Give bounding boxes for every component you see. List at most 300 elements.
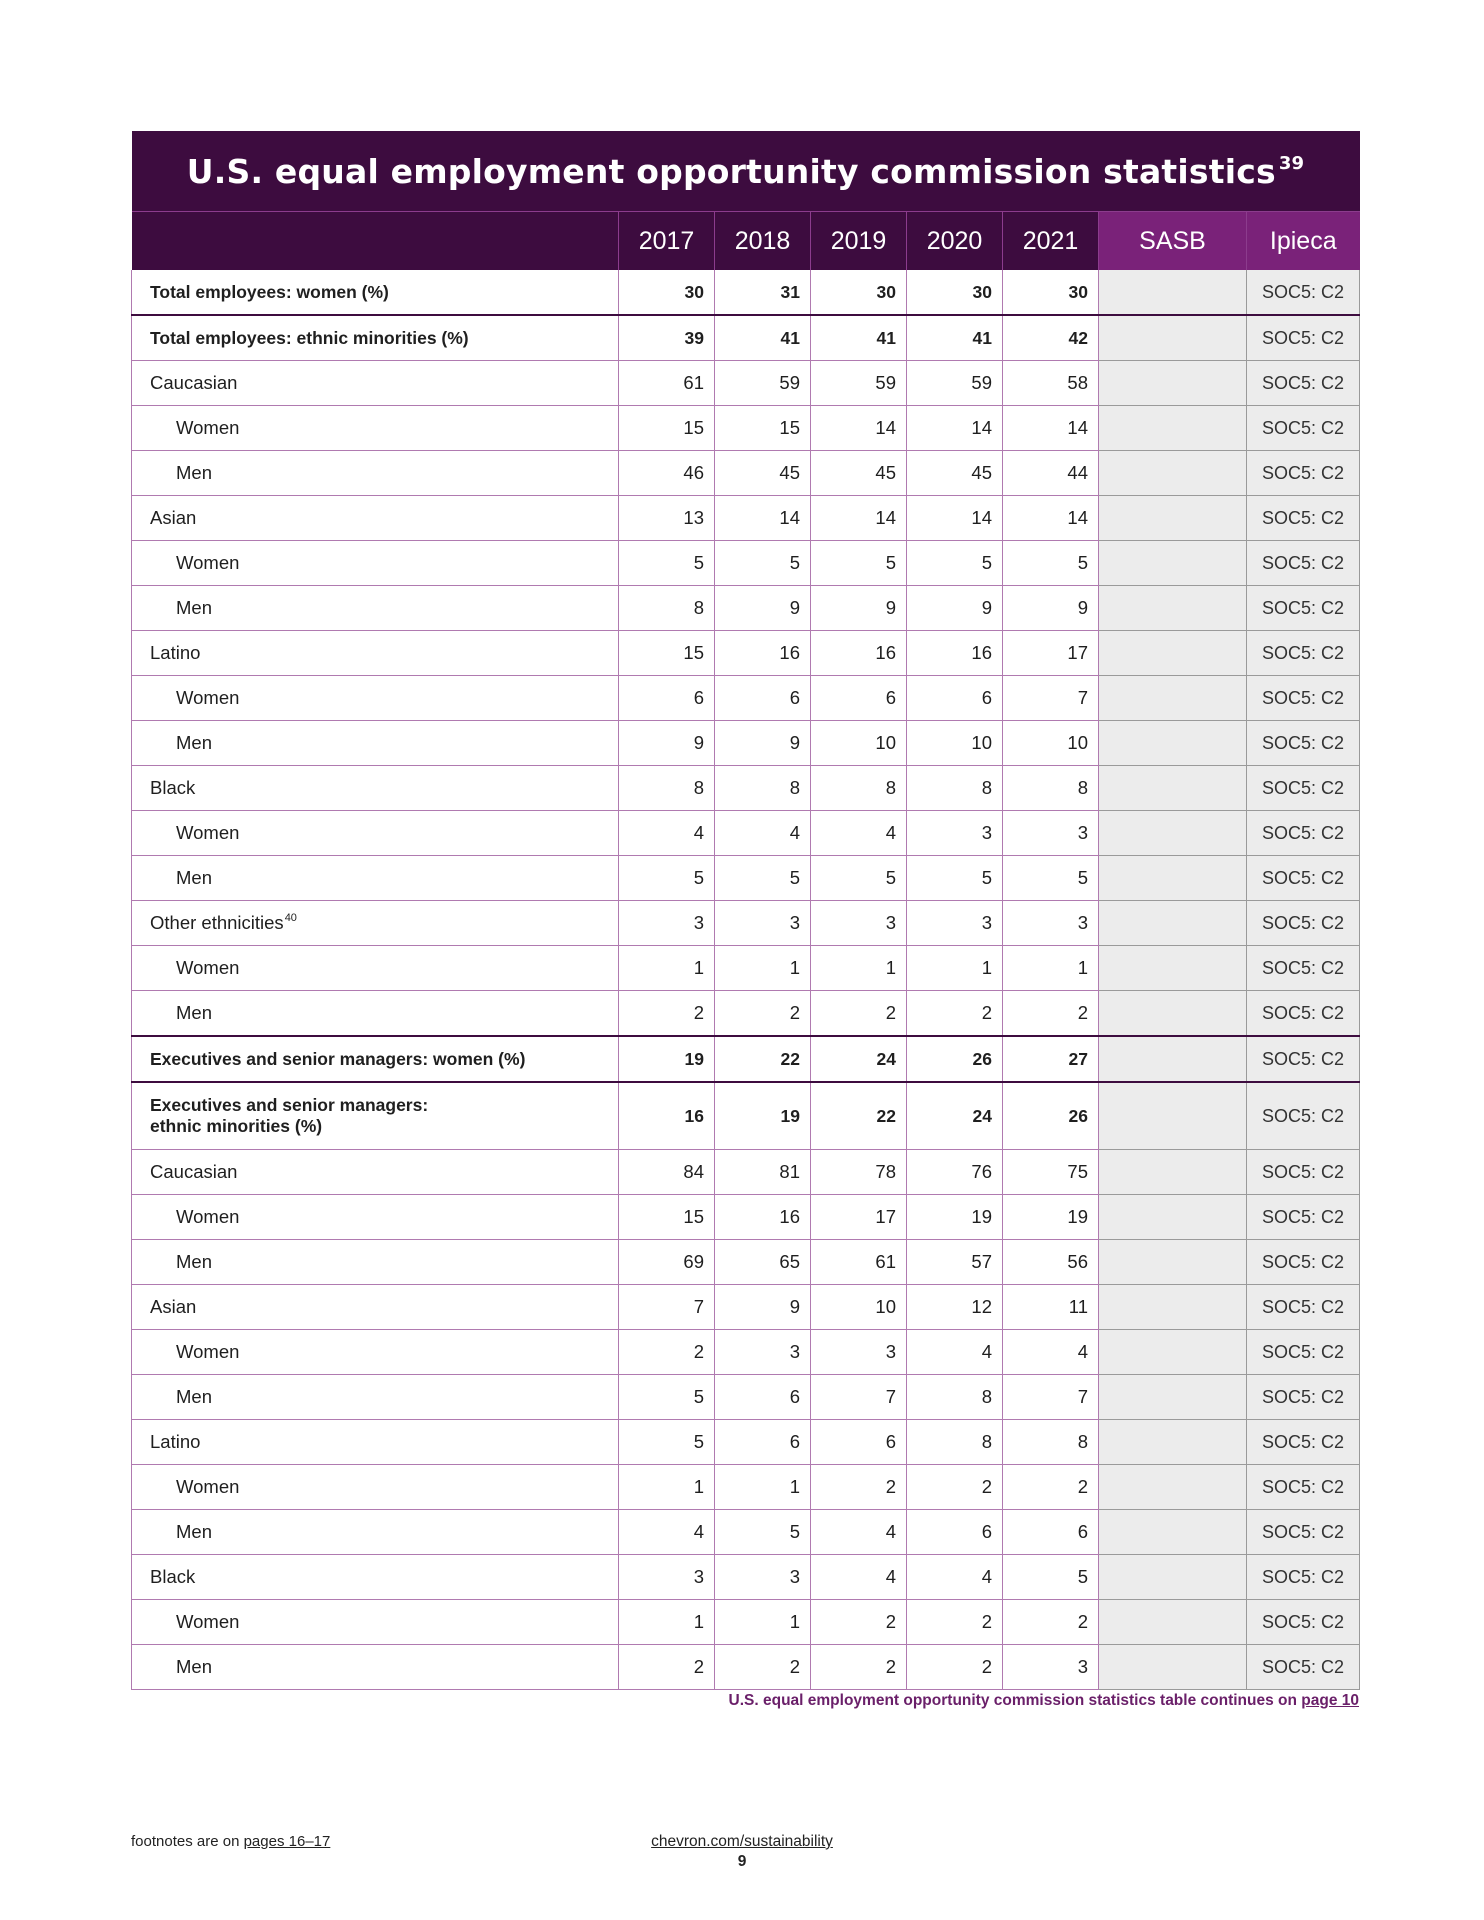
table-row (132, 1465, 1360, 1510)
continuation-page-link[interactable]: page 10 (1301, 1692, 1359, 1709)
table-row (132, 1082, 1360, 1150)
row-label (132, 496, 619, 541)
value-cell: 9 (619, 721, 715, 766)
row-label (132, 1330, 619, 1375)
table-row (132, 586, 1360, 631)
column-header-year: 2021 (1003, 212, 1099, 271)
table-row (132, 766, 1360, 811)
table-row (132, 1645, 1360, 1690)
column-header-blank (132, 212, 619, 271)
row-label-text: Caucasian (150, 1161, 238, 1182)
row-label (132, 1285, 619, 1330)
ipieca-cell: SOC5: C2 (1247, 1375, 1360, 1420)
row-label-text: Latino (150, 642, 201, 663)
value-cell: 75 (1003, 1150, 1099, 1195)
value-cell: 56 (1003, 1240, 1099, 1285)
table-row (132, 361, 1360, 406)
row-label-text: Total employees: ethnic minorities (%) (150, 327, 469, 348)
value-cell: 5 (619, 1375, 715, 1420)
row-label-text: Asian (150, 507, 197, 528)
value-cell: 41 (907, 315, 1003, 361)
value-cell: 59 (715, 361, 811, 406)
value-cell: 3 (715, 1330, 811, 1375)
value-cell: 2 (715, 1645, 811, 1690)
value-cell: 76 (907, 1150, 1003, 1195)
sasb-cell (1099, 1150, 1247, 1195)
sasb-cell (1099, 721, 1247, 766)
value-cell: 2 (1003, 1465, 1099, 1510)
row-label (132, 315, 619, 361)
value-cell: 7 (619, 1285, 715, 1330)
value-cell: 8 (715, 766, 811, 811)
sasb-cell (1099, 361, 1247, 406)
value-cell: 4 (619, 811, 715, 856)
value-cell: 57 (907, 1240, 1003, 1285)
row-label (132, 1600, 619, 1645)
sasb-cell (1099, 1082, 1247, 1150)
value-cell: 2 (811, 1645, 907, 1690)
value-cell: 2 (907, 1465, 1003, 1510)
value-cell: 81 (715, 1150, 811, 1195)
value-cell: 59 (907, 361, 1003, 406)
sasb-cell (1099, 1645, 1247, 1690)
value-cell: 2 (907, 1600, 1003, 1645)
sasb-cell (1099, 1240, 1247, 1285)
value-cell: 3 (619, 1555, 715, 1600)
value-cell: 14 (1003, 406, 1099, 451)
value-cell: 1 (715, 946, 811, 991)
value-cell: 9 (715, 586, 811, 631)
value-cell: 4 (811, 811, 907, 856)
value-cell: 15 (619, 631, 715, 676)
ipieca-cell: SOC5: C2 (1247, 1420, 1360, 1465)
ipieca-cell: SOC5: C2 (1247, 676, 1360, 721)
sasb-cell (1099, 270, 1247, 315)
value-cell: 14 (811, 406, 907, 451)
value-cell: 31 (715, 270, 811, 315)
table-row (132, 1036, 1360, 1082)
row-label-text: Women (176, 1476, 240, 1497)
value-cell: 3 (619, 901, 715, 946)
ipieca-cell: SOC5: C2 (1247, 406, 1360, 451)
ipieca-cell: SOC5: C2 (1247, 1555, 1360, 1600)
row-label (132, 1465, 619, 1510)
table-row (132, 315, 1360, 361)
value-cell: 45 (715, 451, 811, 496)
ipieca-cell: SOC5: C2 (1247, 991, 1360, 1037)
ipieca-cell: SOC5: C2 (1247, 541, 1360, 586)
row-label (132, 1555, 619, 1600)
table-title (132, 131, 1360, 212)
table-body (132, 270, 1360, 1690)
value-cell: 10 (811, 1285, 907, 1330)
value-cell: 5 (619, 541, 715, 586)
row-label-text: Women (176, 552, 240, 573)
value-cell: 30 (811, 270, 907, 315)
value-cell: 8 (907, 1375, 1003, 1420)
row-label (132, 1082, 619, 1150)
row-label-text: Men (176, 732, 212, 753)
value-cell: 3 (1003, 901, 1099, 946)
row-label-text: Women (176, 1611, 240, 1632)
value-cell: 5 (811, 541, 907, 586)
column-header-year: 2017 (619, 212, 715, 271)
value-cell: 2 (619, 1645, 715, 1690)
sasb-cell (1099, 1036, 1247, 1082)
value-cell: 3 (907, 811, 1003, 856)
row-label-text: Men (176, 867, 212, 888)
column-header-sasb: SASB (1099, 212, 1247, 271)
value-cell: 26 (1003, 1082, 1099, 1150)
row-label (132, 1375, 619, 1420)
column-header-ipieca: Ipieca (1247, 212, 1360, 271)
row-label (132, 901, 619, 946)
value-cell: 42 (1003, 315, 1099, 361)
value-cell: 8 (907, 766, 1003, 811)
table-row (132, 721, 1360, 766)
table-row (132, 1150, 1360, 1195)
value-cell: 45 (907, 451, 1003, 496)
sasb-cell (1099, 991, 1247, 1037)
sasb-cell (1099, 1465, 1247, 1510)
ipieca-cell: SOC5: C2 (1247, 1195, 1360, 1240)
row-label-text: Men (176, 1386, 212, 1407)
value-cell: 5 (907, 541, 1003, 586)
value-cell: 4 (811, 1510, 907, 1555)
value-cell: 10 (1003, 721, 1099, 766)
table-row (132, 901, 1360, 946)
value-cell: 8 (619, 766, 715, 811)
row-label (132, 270, 619, 315)
value-cell: 1 (907, 946, 1003, 991)
row-label-text: Black (150, 777, 196, 798)
value-cell: 1 (1003, 946, 1099, 991)
sasb-cell (1099, 586, 1247, 631)
column-header-year: 2018 (715, 212, 811, 271)
row-label (132, 1510, 619, 1555)
row-label-text: Other ethnicities (150, 912, 284, 933)
row-label (132, 1036, 619, 1082)
table-title-text: U.S. equal employment opportunity commission statistics (186, 151, 1276, 191)
value-cell: 1 (619, 946, 715, 991)
value-cell: 41 (811, 315, 907, 361)
sasb-cell (1099, 856, 1247, 901)
footnotes-pages-link[interactable]: pages 16–17 (243, 1833, 331, 1850)
row-label-text: Men (176, 1251, 212, 1272)
table-row (132, 856, 1360, 901)
value-cell: 16 (907, 631, 1003, 676)
value-cell: 5 (619, 1420, 715, 1465)
eeoc-statistics-table (131, 131, 1360, 1690)
value-cell: 2 (811, 1465, 907, 1510)
value-cell: 6 (907, 1510, 1003, 1555)
value-cell: 24 (811, 1036, 907, 1082)
value-cell: 2 (715, 991, 811, 1037)
value-cell: 19 (715, 1082, 811, 1150)
sustainability-url-link[interactable]: chevron.com/sustainability (651, 1833, 833, 1850)
table-continuation-note (729, 1692, 1359, 1710)
table-row (132, 1240, 1360, 1285)
value-cell: 9 (907, 586, 1003, 631)
sasb-cell (1099, 901, 1247, 946)
row-label (132, 676, 619, 721)
value-cell: 6 (811, 676, 907, 721)
value-cell: 14 (715, 496, 811, 541)
table-row (132, 496, 1360, 541)
sasb-cell (1099, 1285, 1247, 1330)
table-row (132, 406, 1360, 451)
value-cell: 5 (715, 541, 811, 586)
table-row (132, 1330, 1360, 1375)
value-cell: 4 (1003, 1330, 1099, 1375)
table-row (132, 1600, 1360, 1645)
value-cell: 1 (619, 1600, 715, 1645)
value-cell: 44 (1003, 451, 1099, 496)
sasb-cell (1099, 496, 1247, 541)
value-cell: 5 (1003, 856, 1099, 901)
row-label (132, 361, 619, 406)
ipieca-cell: SOC5: C2 (1247, 1285, 1360, 1330)
value-cell: 5 (811, 856, 907, 901)
value-cell: 7 (811, 1375, 907, 1420)
value-cell: 3 (811, 1330, 907, 1375)
value-cell: 6 (811, 1420, 907, 1465)
row-label-text: Women (176, 822, 240, 843)
sasb-cell (1099, 315, 1247, 361)
ipieca-cell: SOC5: C2 (1247, 1600, 1360, 1645)
ipieca-cell: SOC5: C2 (1247, 1150, 1360, 1195)
value-cell: 24 (907, 1082, 1003, 1150)
value-cell: 4 (715, 811, 811, 856)
row-label-text: Executives and senior managers: (150, 1095, 429, 1115)
value-cell: 3 (715, 901, 811, 946)
value-cell: 2 (619, 1330, 715, 1375)
row-label-text: Women (176, 417, 240, 438)
table-row (132, 1510, 1360, 1555)
ipieca-cell: SOC5: C2 (1247, 1330, 1360, 1375)
value-cell: 1 (715, 1600, 811, 1645)
column-header-year: 2020 (907, 212, 1003, 271)
value-cell: 58 (1003, 361, 1099, 406)
value-cell: 46 (619, 451, 715, 496)
row-label-text: Men (176, 462, 212, 483)
row-label (132, 991, 619, 1037)
value-cell: 2 (811, 991, 907, 1037)
row-label-text: Men (176, 1656, 212, 1677)
value-cell: 8 (1003, 766, 1099, 811)
value-cell: 2 (907, 1645, 1003, 1690)
row-label (132, 541, 619, 586)
value-cell: 9 (811, 586, 907, 631)
value-cell: 14 (811, 496, 907, 541)
title-footnote: 39 (1278, 152, 1305, 174)
value-cell: 45 (811, 451, 907, 496)
value-cell: 3 (907, 901, 1003, 946)
value-cell: 16 (715, 1195, 811, 1240)
value-cell: 3 (811, 901, 907, 946)
row-label-text: Black (150, 1566, 196, 1587)
value-cell: 69 (619, 1240, 715, 1285)
row-label-text: Latino (150, 1431, 201, 1452)
value-cell: 16 (811, 631, 907, 676)
footnotes-text: footnotes are on (131, 1833, 240, 1850)
ipieca-cell: SOC5: C2 (1247, 631, 1360, 676)
value-cell: 5 (1003, 1555, 1099, 1600)
value-cell: 6 (619, 676, 715, 721)
table-row (132, 541, 1360, 586)
value-cell: 4 (907, 1555, 1003, 1600)
value-cell: 17 (811, 1195, 907, 1240)
value-cell: 61 (811, 1240, 907, 1285)
value-cell: 8 (619, 586, 715, 631)
row-label (132, 856, 619, 901)
table-row (132, 631, 1360, 676)
value-cell: 7 (1003, 676, 1099, 721)
value-cell: 78 (811, 1150, 907, 1195)
value-cell: 16 (715, 631, 811, 676)
value-cell: 4 (907, 1330, 1003, 1375)
value-cell: 4 (811, 1555, 907, 1600)
value-cell: 19 (619, 1036, 715, 1082)
value-cell: 4 (619, 1510, 715, 1555)
row-label (132, 1420, 619, 1465)
sasb-cell (1099, 631, 1247, 676)
table-row (132, 1195, 1360, 1240)
sasb-cell (1099, 676, 1247, 721)
value-cell: 19 (1003, 1195, 1099, 1240)
row-label-text: Total employees: women (%) (150, 281, 389, 302)
value-cell: 65 (715, 1240, 811, 1285)
row-label (132, 1645, 619, 1690)
sasb-cell (1099, 406, 1247, 451)
table-row (132, 1555, 1360, 1600)
row-label (132, 1195, 619, 1240)
ipieca-cell: SOC5: C2 (1247, 496, 1360, 541)
value-cell: 14 (1003, 496, 1099, 541)
value-cell: 19 (907, 1195, 1003, 1240)
ipieca-cell: SOC5: C2 (1247, 856, 1360, 901)
page-number: 9 (737, 1853, 747, 1870)
ipieca-cell: SOC5: C2 (1247, 1240, 1360, 1285)
row-label-text: Men (176, 597, 212, 618)
value-cell: 15 (715, 406, 811, 451)
column-header-row (132, 212, 1360, 271)
value-cell: 30 (1003, 270, 1099, 315)
table-row (132, 676, 1360, 721)
ipieca-cell: SOC5: C2 (1247, 1645, 1360, 1690)
ipieca-cell: SOC5: C2 (1247, 1036, 1360, 1082)
value-cell: 84 (619, 1150, 715, 1195)
ipieca-cell: SOC5: C2 (1247, 315, 1360, 361)
value-cell: 13 (619, 496, 715, 541)
value-cell: 2 (1003, 1600, 1099, 1645)
table-row (132, 270, 1360, 315)
value-cell: 59 (811, 361, 907, 406)
row-label-text: Women (176, 1341, 240, 1362)
table-row (132, 1285, 1360, 1330)
value-cell: 7 (1003, 1375, 1099, 1420)
value-cell: 2 (811, 1600, 907, 1645)
sasb-cell (1099, 451, 1247, 496)
continuation-text: U.S. equal employment opportunity commission statistics table continues on (728, 1692, 1297, 1709)
row-label-text: Caucasian (150, 372, 238, 393)
row-label-text: Men (176, 1521, 212, 1542)
value-cell: 8 (907, 1420, 1003, 1465)
ipieca-cell: SOC5: C2 (1247, 811, 1360, 856)
value-cell: 11 (1003, 1285, 1099, 1330)
ipieca-cell: SOC5: C2 (1247, 946, 1360, 991)
value-cell: 2 (1003, 991, 1099, 1037)
row-label (132, 406, 619, 451)
row-label (132, 451, 619, 496)
value-cell: 6 (907, 676, 1003, 721)
value-cell: 41 (715, 315, 811, 361)
value-cell: 22 (811, 1082, 907, 1150)
ipieca-cell: SOC5: C2 (1247, 270, 1360, 315)
value-cell: 3 (715, 1555, 811, 1600)
sasb-cell (1099, 1600, 1247, 1645)
value-cell: 9 (715, 721, 811, 766)
sasb-cell (1099, 1330, 1247, 1375)
value-cell: 5 (907, 856, 1003, 901)
ipieca-cell: SOC5: C2 (1247, 901, 1360, 946)
ipieca-cell: SOC5: C2 (1247, 451, 1360, 496)
value-cell: 10 (907, 721, 1003, 766)
sasb-cell (1099, 1195, 1247, 1240)
sasb-cell (1099, 1555, 1247, 1600)
value-cell: 14 (907, 406, 1003, 451)
sasb-cell (1099, 1510, 1247, 1555)
table-row (132, 1420, 1360, 1465)
value-cell: 10 (811, 721, 907, 766)
value-cell: 2 (907, 991, 1003, 1037)
value-cell: 30 (619, 270, 715, 315)
row-label (132, 1150, 619, 1195)
row-label (132, 946, 619, 991)
value-cell: 3 (1003, 1645, 1099, 1690)
row-label (132, 631, 619, 676)
value-cell: 6 (715, 1375, 811, 1420)
value-cell: 17 (1003, 631, 1099, 676)
value-cell: 27 (1003, 1036, 1099, 1082)
value-cell: 1 (619, 1465, 715, 1510)
row-label-text: Women (176, 1206, 240, 1227)
table-row (132, 1375, 1360, 1420)
value-cell: 22 (715, 1036, 811, 1082)
table-row (132, 451, 1360, 496)
value-cell: 2 (619, 991, 715, 1037)
value-cell: 9 (1003, 586, 1099, 631)
sasb-cell (1099, 766, 1247, 811)
value-cell: 30 (907, 270, 1003, 315)
value-cell: 15 (619, 406, 715, 451)
value-cell: 6 (715, 1420, 811, 1465)
value-cell: 9 (715, 1285, 811, 1330)
sasb-cell (1099, 1420, 1247, 1465)
row-label (132, 1240, 619, 1285)
table-row (132, 946, 1360, 991)
row-label (132, 811, 619, 856)
value-cell: 5 (715, 856, 811, 901)
value-cell: 39 (619, 315, 715, 361)
value-cell: 3 (1003, 811, 1099, 856)
value-cell: 26 (907, 1036, 1003, 1082)
value-cell: 14 (907, 496, 1003, 541)
row-label (132, 721, 619, 766)
value-cell: 12 (907, 1285, 1003, 1330)
value-cell: 61 (619, 361, 715, 406)
value-cell: 16 (619, 1082, 715, 1150)
